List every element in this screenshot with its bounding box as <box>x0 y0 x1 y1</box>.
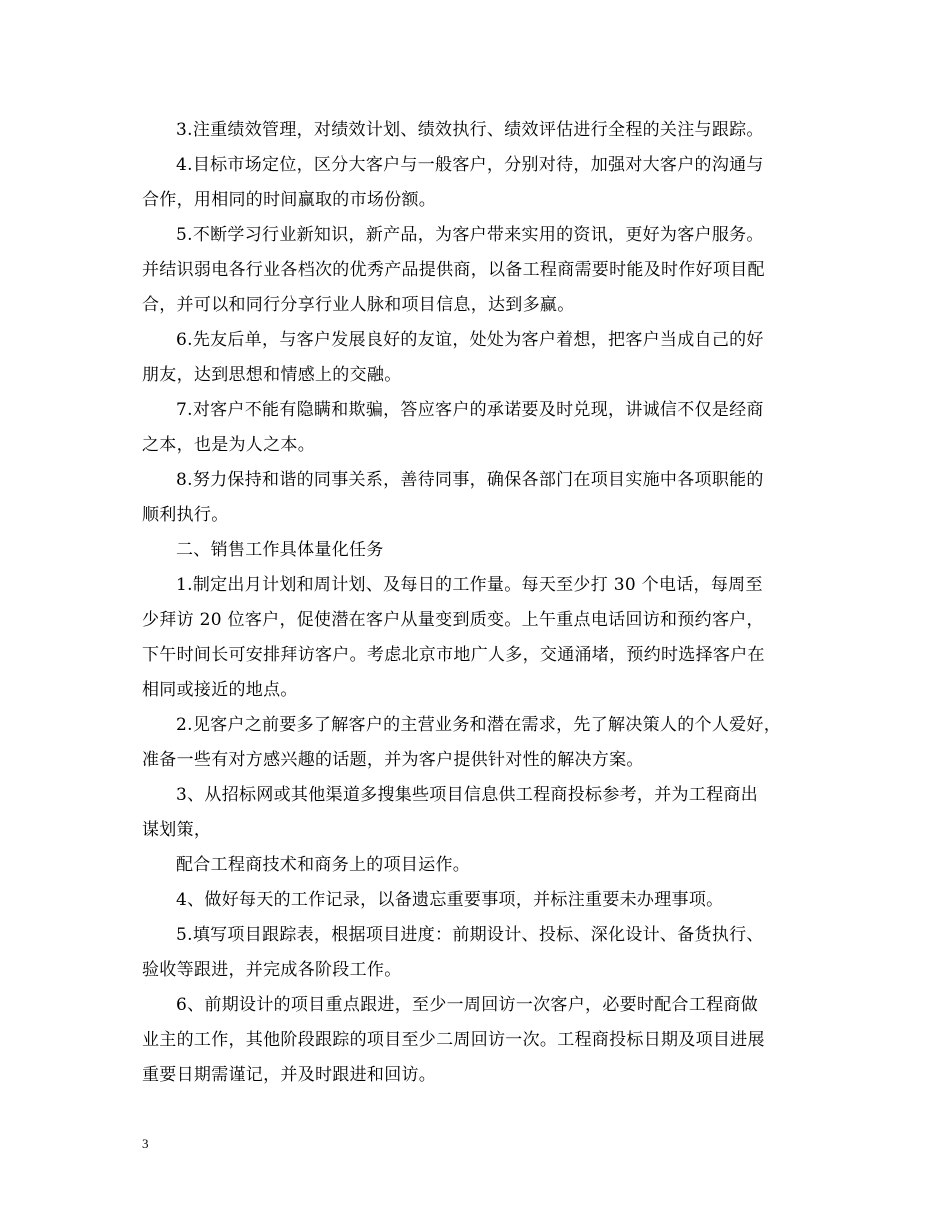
text-line: 2.见客户之前要多了解客户的主营业务和潜在需求，先了解决策人的个人爱好， <box>176 715 782 735</box>
text-line: 验收等跟进，并完成各阶段工作。 <box>142 960 402 980</box>
text-line: 5.不断学习行业新知识，新产品，为客户带来实用的资讯，更好为客户服务。 <box>176 225 764 245</box>
text-line: 6.先友后单，与客户发展良好的友谊，处处为客户着想，把客户当成自己的好 <box>176 330 764 350</box>
text-line: 下午时间长可安排拜访客户。考虑北京市地广人多，交通涌堵，预约时选择客户在 <box>142 645 765 665</box>
text-line: 准备一些有对方感兴趣的话题，并为客户提供针对性的解决方案。 <box>142 750 644 770</box>
text-line: 7.对客户不能有隐瞒和欺骗，答应客户的承诺要及时兑现，讲诚信不仅是经商 <box>176 400 764 420</box>
text-line: 3、从招标网或其他渠道多搜集些项目信息供工程商投标参考，并为工程商出 <box>176 785 759 805</box>
text-line: 相同或接近的地点。 <box>142 680 298 700</box>
text-line: 配合工程商技术和商务上的项目运作。 <box>176 855 471 875</box>
text-line: 并结识弱电各行业各档次的优秀产品提供商，以备工程商需要时能及时作好项目配 <box>142 260 765 280</box>
text-line: 顺利执行。 <box>142 505 229 525</box>
text-line: 8.努力保持和谐的同事关系，善待同事，确保各部门在项目实施中各项职能的 <box>176 470 764 490</box>
text-line: 之本，也是为人之本。 <box>142 435 315 455</box>
text-line: 合，并可以和同行分享行业人脉和项目信息，达到多赢。 <box>142 295 575 315</box>
section-heading: 二、销售工作具体量化任务 <box>176 540 384 560</box>
text-line: 重要日期需谨记，并及时跟进和回访。 <box>142 1065 437 1085</box>
text-line: 6、前期设计的项目重点跟进，至少一周回访一次客户，必要时配合工程商做 <box>176 995 759 1015</box>
page-number: 3 <box>142 1136 149 1151</box>
text-line: 5.填写项目跟踪表，根据项目进度：前期设计、投标、深化设计、备货执行、 <box>176 925 764 945</box>
text-line: 谋划策， <box>142 820 212 840</box>
text-line: 1.制定出月计划和周计划、及每日的工作量。每天至少打 30 个电话，每周至 <box>176 575 763 595</box>
text-line: 3.注重绩效管理，对绩效计划、绩效执行、绩效评估进行全程的关注与跟踪。 <box>176 120 764 140</box>
text-line: 业主的工作，其他阶段跟踪的项目至少二周回访一次。工程商投标日期及项目进展 <box>142 1030 765 1050</box>
text-line: 4、做好每天的工作记录，以备遗忘重要事项，并标注重要未办理事项。 <box>176 890 724 910</box>
text-line: 少拜访 20 位客户，促使潜在客户从量变到质变。上午重点电话回访和预约客户， <box>142 610 764 630</box>
text-line: 4.目标市场定位，区分大客户与一般客户，分别对待，加强对大客户的沟通与 <box>176 155 764 175</box>
text-line: 合作，用相同的时间赢取的市场份额。 <box>142 190 437 210</box>
text-line: 朋友，达到思想和情感上的交融。 <box>142 365 402 385</box>
